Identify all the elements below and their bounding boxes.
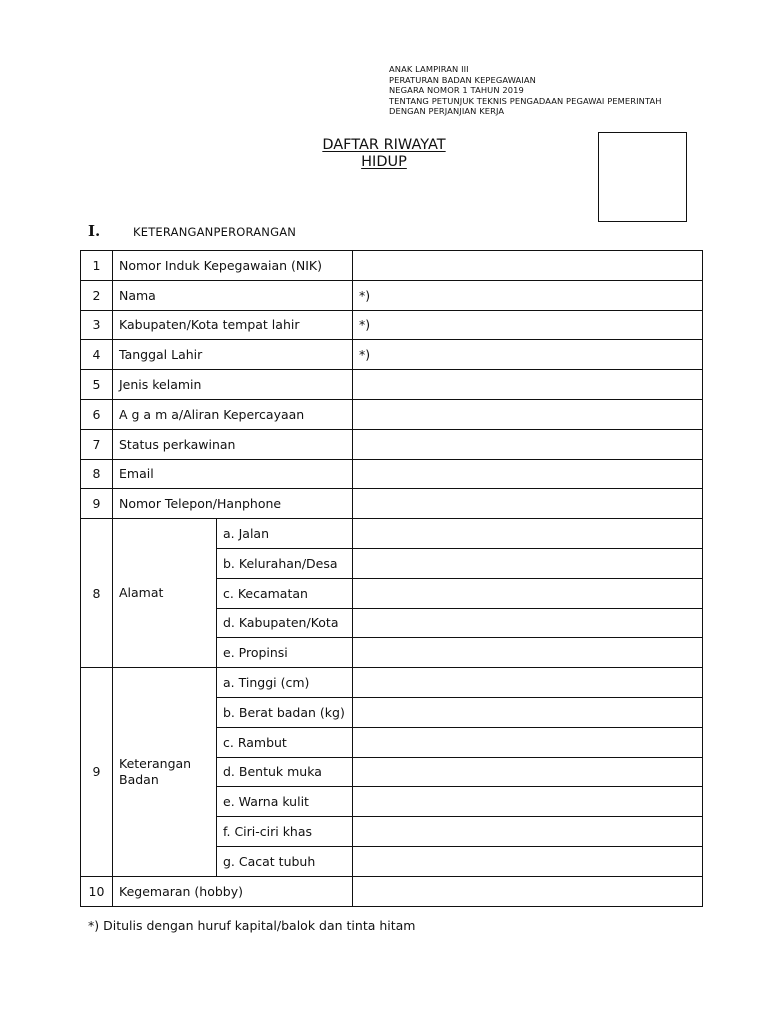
group-label: Alamat	[113, 519, 217, 668]
sub-field-label: a. Jalan	[217, 519, 353, 549]
field-label: Jenis kelamin	[113, 370, 353, 400]
table-row	[81, 370, 703, 400]
table-row	[81, 310, 703, 340]
field-label: Tanggal Lahir	[113, 340, 353, 370]
field-label: A g a m a/Aliran Kepercayaan	[113, 399, 353, 429]
field-label: Status perkawinan	[113, 429, 353, 459]
field-value[interactable]	[353, 757, 703, 787]
field-label: Nama	[113, 280, 353, 310]
title-line-1: DAFTAR RIWAYAT	[322, 137, 446, 153]
field-value[interactable]	[353, 578, 703, 608]
group-label: Keterangan Badan	[113, 668, 217, 877]
table-row	[81, 876, 703, 906]
row-number: 10	[81, 876, 113, 906]
header-note-line: DENGAN PERJANJIAN KERJA	[389, 106, 505, 117]
table-row	[81, 519, 703, 549]
field-value[interactable]	[353, 846, 703, 876]
field-value[interactable]	[353, 608, 703, 638]
header-note-line: TENTANG PETUNJUK TEKNIS PENGADAAN PEGAWAI PEMERINTAH	[389, 95, 662, 106]
table-row	[81, 459, 703, 489]
personal-info-table	[80, 250, 703, 907]
field-value[interactable]: *)	[353, 310, 703, 340]
field-value[interactable]	[353, 429, 703, 459]
field-value[interactable]	[353, 459, 703, 489]
row-number: 2	[81, 280, 113, 310]
header-note-line: NEGARA NOMOR 1 TAHUN 2019	[389, 85, 524, 96]
field-value[interactable]	[353, 399, 703, 429]
header-note-line: ANAK LAMPIRAN III	[389, 64, 469, 74]
field-value[interactable]	[353, 370, 703, 400]
photo-box	[598, 132, 687, 222]
table-row	[81, 429, 703, 459]
title-line-2: HIDUP	[361, 154, 407, 170]
sub-field-label: a. Tinggi (cm)	[217, 668, 353, 698]
table-row	[81, 340, 703, 370]
field-value[interactable]	[353, 787, 703, 817]
row-number: 7	[81, 429, 113, 459]
field-value[interactable]	[353, 638, 703, 668]
row-number: 6	[81, 399, 113, 429]
field-value[interactable]	[353, 489, 703, 519]
field-value[interactable]: *)	[353, 340, 703, 370]
row-number: 8	[81, 459, 113, 489]
field-label: Kabupaten/Kota tempat lahir	[113, 310, 353, 340]
table-row	[81, 668, 703, 698]
section-title: KETERANGANPERORANGAN	[133, 225, 297, 239]
sub-field-label: b. Berat badan (kg)	[217, 697, 353, 727]
field-value[interactable]	[353, 668, 703, 698]
row-number: 8	[81, 519, 113, 668]
header-note	[389, 64, 729, 117]
row-number: 9	[81, 489, 113, 519]
table-row	[81, 251, 703, 281]
document-title	[284, 137, 484, 171]
sub-field-label: b. Kelurahan/Desa	[217, 548, 353, 578]
section-number: I.	[88, 222, 101, 240]
field-value[interactable]	[353, 251, 703, 281]
field-value[interactable]	[353, 876, 703, 906]
table-row	[81, 489, 703, 519]
field-value[interactable]	[353, 817, 703, 847]
field-label: Nomor Induk Kepegawaian (NIK)	[113, 251, 353, 281]
sub-field-label: c. Kecamatan	[217, 578, 353, 608]
row-number: 3	[81, 310, 113, 340]
field-value[interactable]	[353, 519, 703, 549]
field-label: Nomor Telepon/Hanphone	[113, 489, 353, 519]
field-value[interactable]	[353, 727, 703, 757]
field-value[interactable]	[353, 697, 703, 727]
table-row	[81, 280, 703, 310]
row-number: 5	[81, 370, 113, 400]
field-value[interactable]	[353, 548, 703, 578]
sub-field-label: e. Warna kulit	[217, 787, 353, 817]
sub-field-label: g. Cacat tubuh	[217, 846, 353, 876]
row-number: 4	[81, 340, 113, 370]
sub-field-label: f. Ciri-ciri khas	[217, 817, 353, 847]
sub-field-label: d. Kabupaten/Kota	[217, 608, 353, 638]
sub-field-label: c. Rambut	[217, 727, 353, 757]
field-label: Kegemaran (hobby)	[113, 876, 353, 906]
field-label: Email	[113, 459, 353, 489]
row-number: 1	[81, 251, 113, 281]
header-note-line: PERATURAN BADAN KEPEGAWAIAN	[389, 74, 536, 85]
field-value[interactable]: *)	[353, 280, 703, 310]
row-number: 9	[81, 668, 113, 877]
footnote: *) Ditulis dengan huruf kapital/balok dan tinta hitam	[88, 918, 416, 933]
sub-field-label: e. Propinsi	[217, 638, 353, 668]
sub-field-label: d. Bentuk muka	[217, 757, 353, 787]
table-row	[81, 399, 703, 429]
